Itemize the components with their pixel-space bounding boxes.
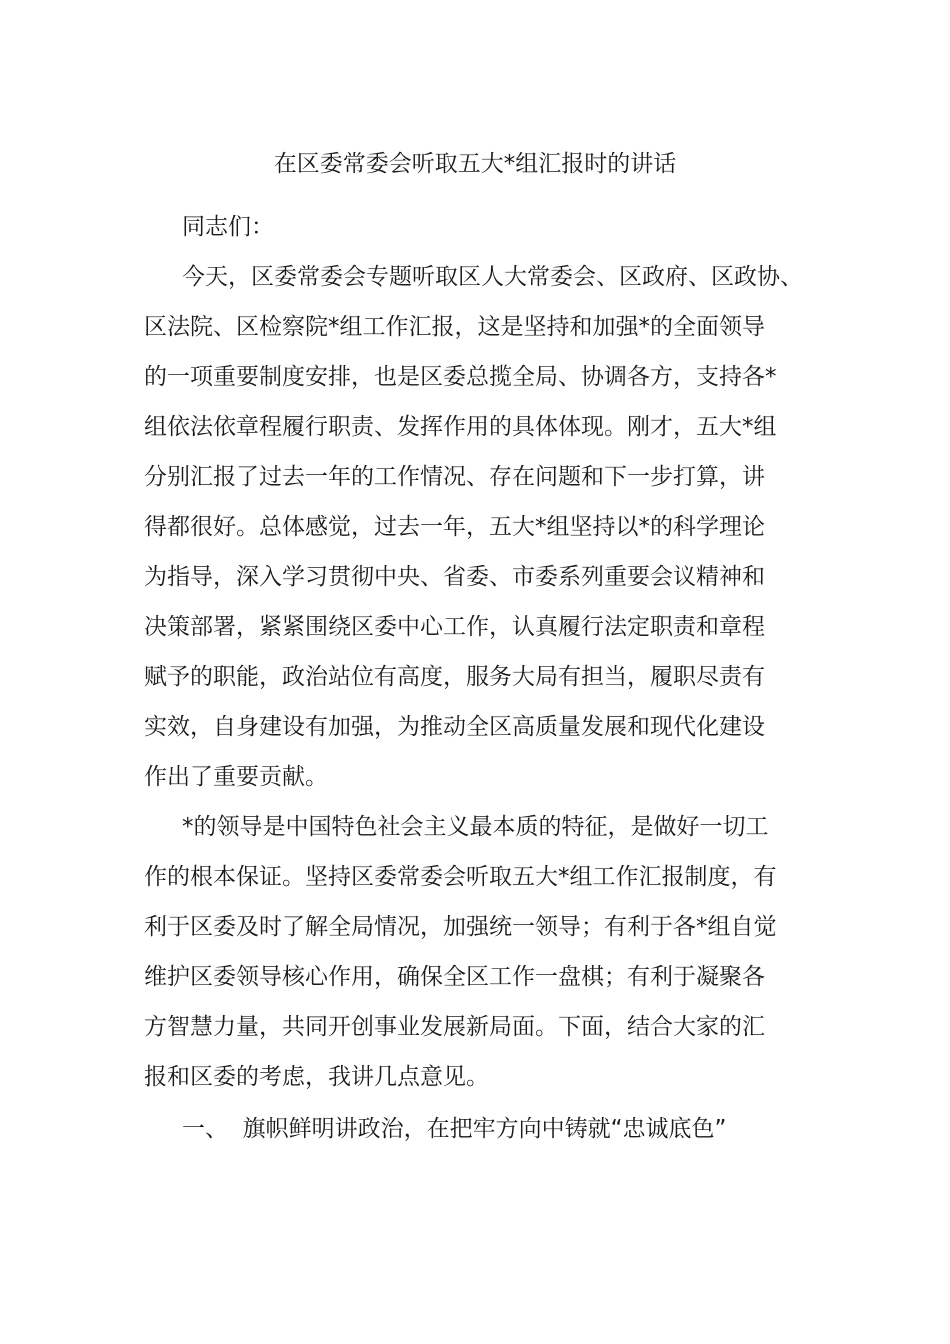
paragraph-2-line: *的领导是中国特色社会主义最本质的特征，是做好一切工 (182, 814, 769, 840)
paragraph-2-line: 维护区委领导核心作用，确保全区工作一盘棋；有利于凝聚各 (144, 964, 765, 990)
paragraph-1-line: 作出了重要贡献。 (144, 764, 328, 790)
paragraph-1-line: 区法院、区检察院*组工作汇报，这是坚持和加强*的全面领导 (144, 314, 765, 340)
paragraph-1-line: 的一项重要制度安排，也是区委总揽全局、协调各方，支持各* (144, 364, 777, 390)
paragraph-2-line: 作的根本保证。坚持区委常委会听取五大*组工作汇报制度，有 (144, 864, 777, 890)
paragraph-1-line: 实效，自身建设有加强，为推动全区高质量发展和现代化建设 (144, 714, 765, 740)
section-heading-1: 一、 旗帜鲜明讲政治，在把牢方向中铸就“忠诚底色” (182, 1116, 727, 1142)
paragraph-1-line: 今天，区委常委会专题听取区人大常委会、区政府、区政协、 (182, 264, 803, 290)
paragraph-1-line: 分别汇报了过去一年的工作情况、存在问题和下一步打算，讲 (144, 464, 765, 490)
paragraph-1-line: 决策部署，紧紧围绕区委中心工作，认真履行法定职责和章程 (144, 614, 765, 640)
paragraph-1-line: 赋予的职能，政治站位有高度，服务大局有担当，履职尽责有 (144, 664, 765, 690)
paragraph-2-line: 利于区委及时了解全局情况，加强统一领导；有利于各*组自觉 (144, 914, 777, 940)
paragraph-1-line: 组依法依章程履行职责、发挥作用的具体体现。刚才，五大*组 (144, 414, 777, 440)
salutation: 同志们： (182, 214, 274, 240)
document-title: 在区委常委会听取五大*组汇报时的讲话 (273, 151, 677, 177)
paragraph-1-line: 为指导，深入学习贯彻中央、省委、市委系列重要会议精神和 (144, 564, 765, 590)
paragraph-2-line: 方智慧力量，共同开创事业发展新局面。下面，结合大家的汇 (144, 1014, 765, 1040)
paragraph-2-line: 报和区委的考虑，我讲几点意见。 (144, 1064, 489, 1090)
paragraph-1-line: 得都很好。总体感觉，过去一年，五大*组坚持以*的科学理论 (144, 514, 765, 540)
